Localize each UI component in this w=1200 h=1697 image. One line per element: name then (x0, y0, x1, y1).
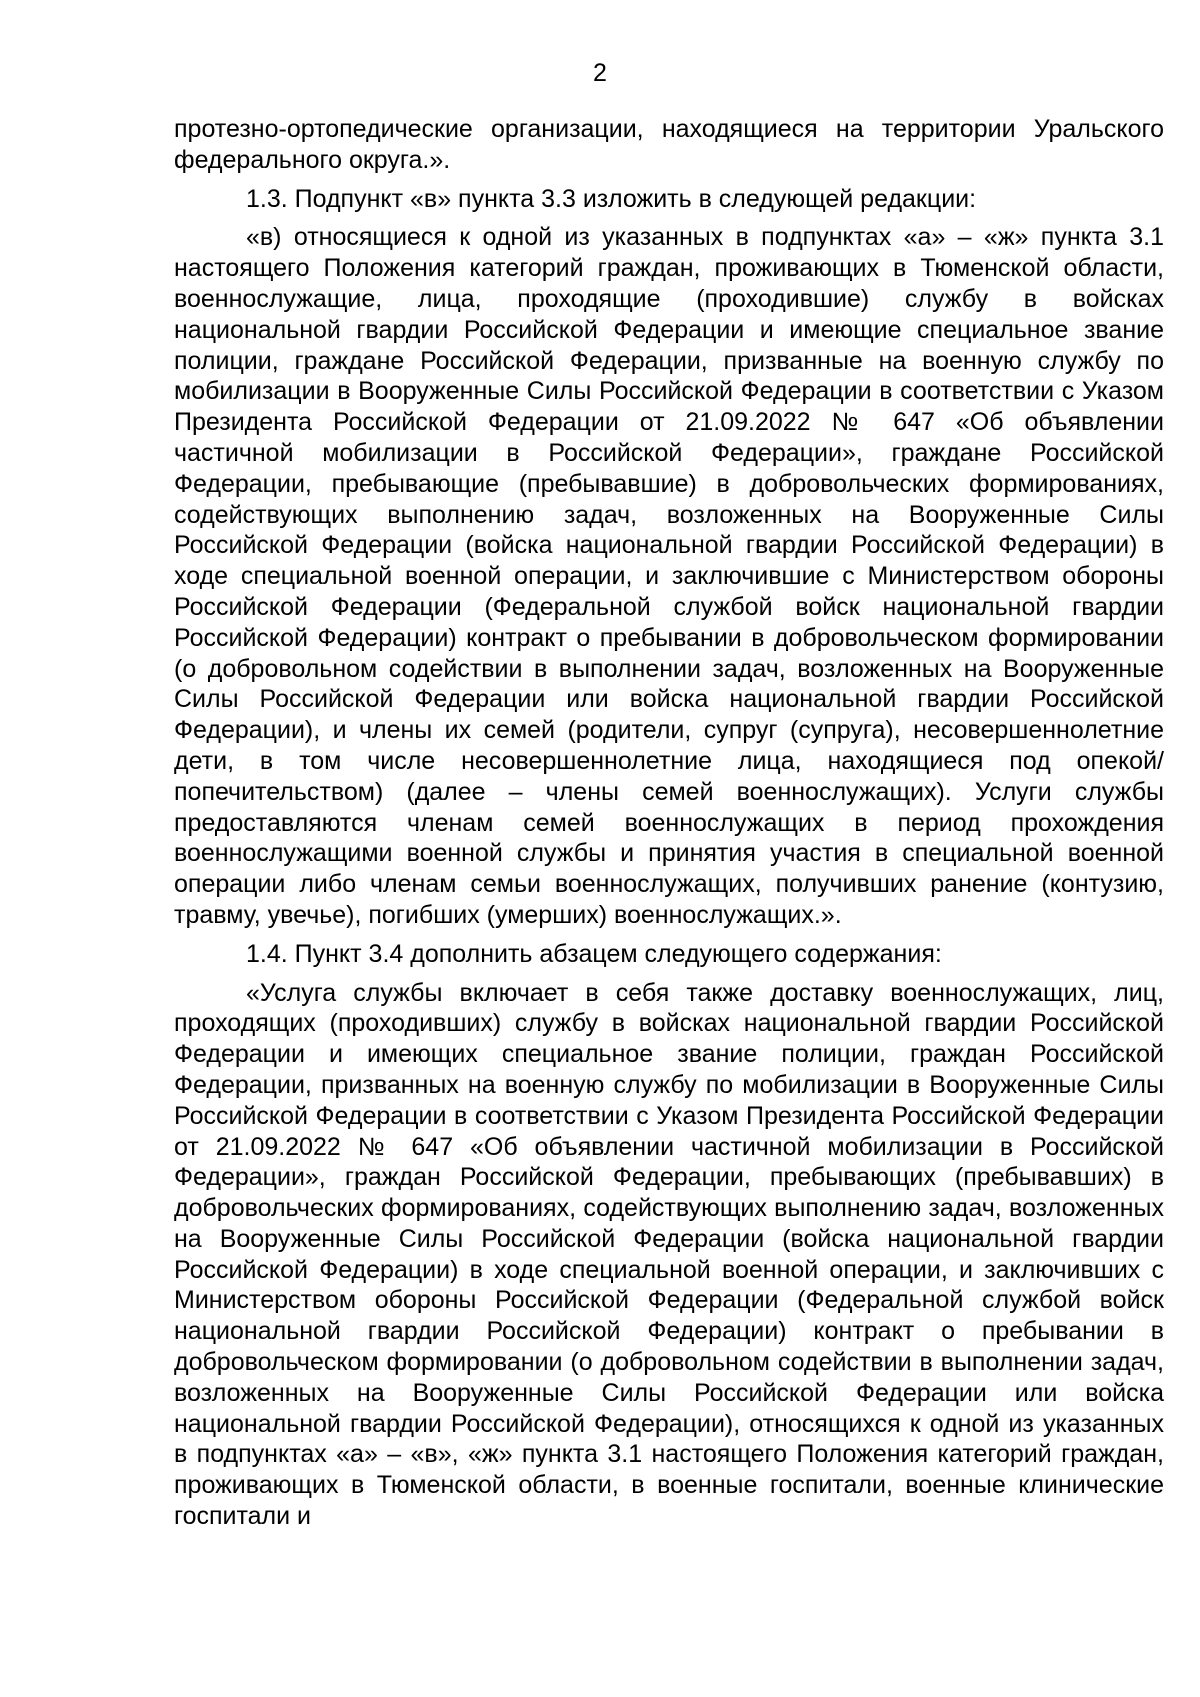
paragraph-continuation: протезно-ортопедические организации, находящиеся на территории Уральского федерального округа.». (174, 115, 1164, 174)
page-number: 2 (593, 59, 607, 87)
paragraph-item-1-4: 1.4. Пункт 3.4 дополнить абзацем следующего содержания: (246, 939, 942, 968)
document-body (174, 114, 1164, 1532)
paragraph-service-delivery: «Услуга службы включает в себя также доставку военнослужащих, лиц, проходящих (проходивших) службу в войсках национальной гвардии Российской Федерации и имеющих специальное звание полиции, граждан Российской Федерации, призванных на военную службу по мобилизации в Вооруженные Силы Российской Федерации в соответствии с Указом Президента Российской Федерации от 21.09.2022 № 647 «Об объявлении частичной мобилизации в Российской Федерации», граждан Российской Федерации, пребывающих (пребывавших) в добровольческих формированиях, содействующих выполнению задач, возложенных на Вооруженные Силы Российской Федерации (войска национальной гвардии Российской Федерации) в ходе специальной военной операции, и заключивших с Министерством обороны Российской Федерации (Федеральной службой войск национальной гвардии Российской Федерации) контракт о пребывании в добровольческом формировании (о добровольном содействии в выполнении задач, возложенных на Вооруженные Силы Российской Федерации или войска национальной гвардии Российской Федерации), относящихся к одной из указанных в подпунктах «а» – «в», «ж» пункта 3.1 настоящего Положения категорий граждан, проживающих в Тюменской области, в военные госпитали, военные клинические госпитали и (174, 978, 1164, 1531)
paragraph-subitem-v: «в) относящиеся к одной из указанных в подпунктах «а» – «ж» пункта 3.1 настоящего Положения категорий граждан, проживающих в Тюменской области, военнослужащие, лица, проходящие (проходившие) службу в войсках национальной гвардии Российской Федерации и имеющие специальное звание полиции, граждане Российской Федерации, призванные на военную службу по мобилизации в Вооруженные Силы Российской Федерации в соответствии с Указом Президента Российской Федерации от 21.09.2022 № 647 «Об объявлении частичной мобилизации в Российской Федерации», граждане Российской Федерации, пребывающие (пребывавшие) в добровольческих формированиях, содействующих выполнению задач, возложенных на Вооруженные Силы Российской Федерации (войска национальной гвардии Российской Федерации) в ходе специальной военной операции, и заключившие с Министерством обороны Российской Федерации (Федеральной службой войск национальной гвардии Российской Федерации) контракт о пребывании в добровольческом формировании (о добровольном содействии в выполнении задач, возложенных на Вооруженные Силы Российской Федерации или войска национальной гвардии Российской Федерации), и члены их семей (родители, супруг (супруга), несовершеннолетние дети, в том числе несовершеннолетние лица, находящиеся под опекой/попечительством) (далее – члены семей военнослужащих). Услуги службы предоставляются членам семей военнослужащих в период прохождения военнослужащими военной службы и принятия участия в специальной военной операции либо членам семьи военнослужащих, получивших ранение (контузию, травму, увечье), погибших (умерших) военнослужащих.». (174, 223, 1164, 929)
paragraph-item-1-3: 1.3. Подпункт «в» пункта 3.3 изложить в следующей редакции: (246, 184, 977, 213)
